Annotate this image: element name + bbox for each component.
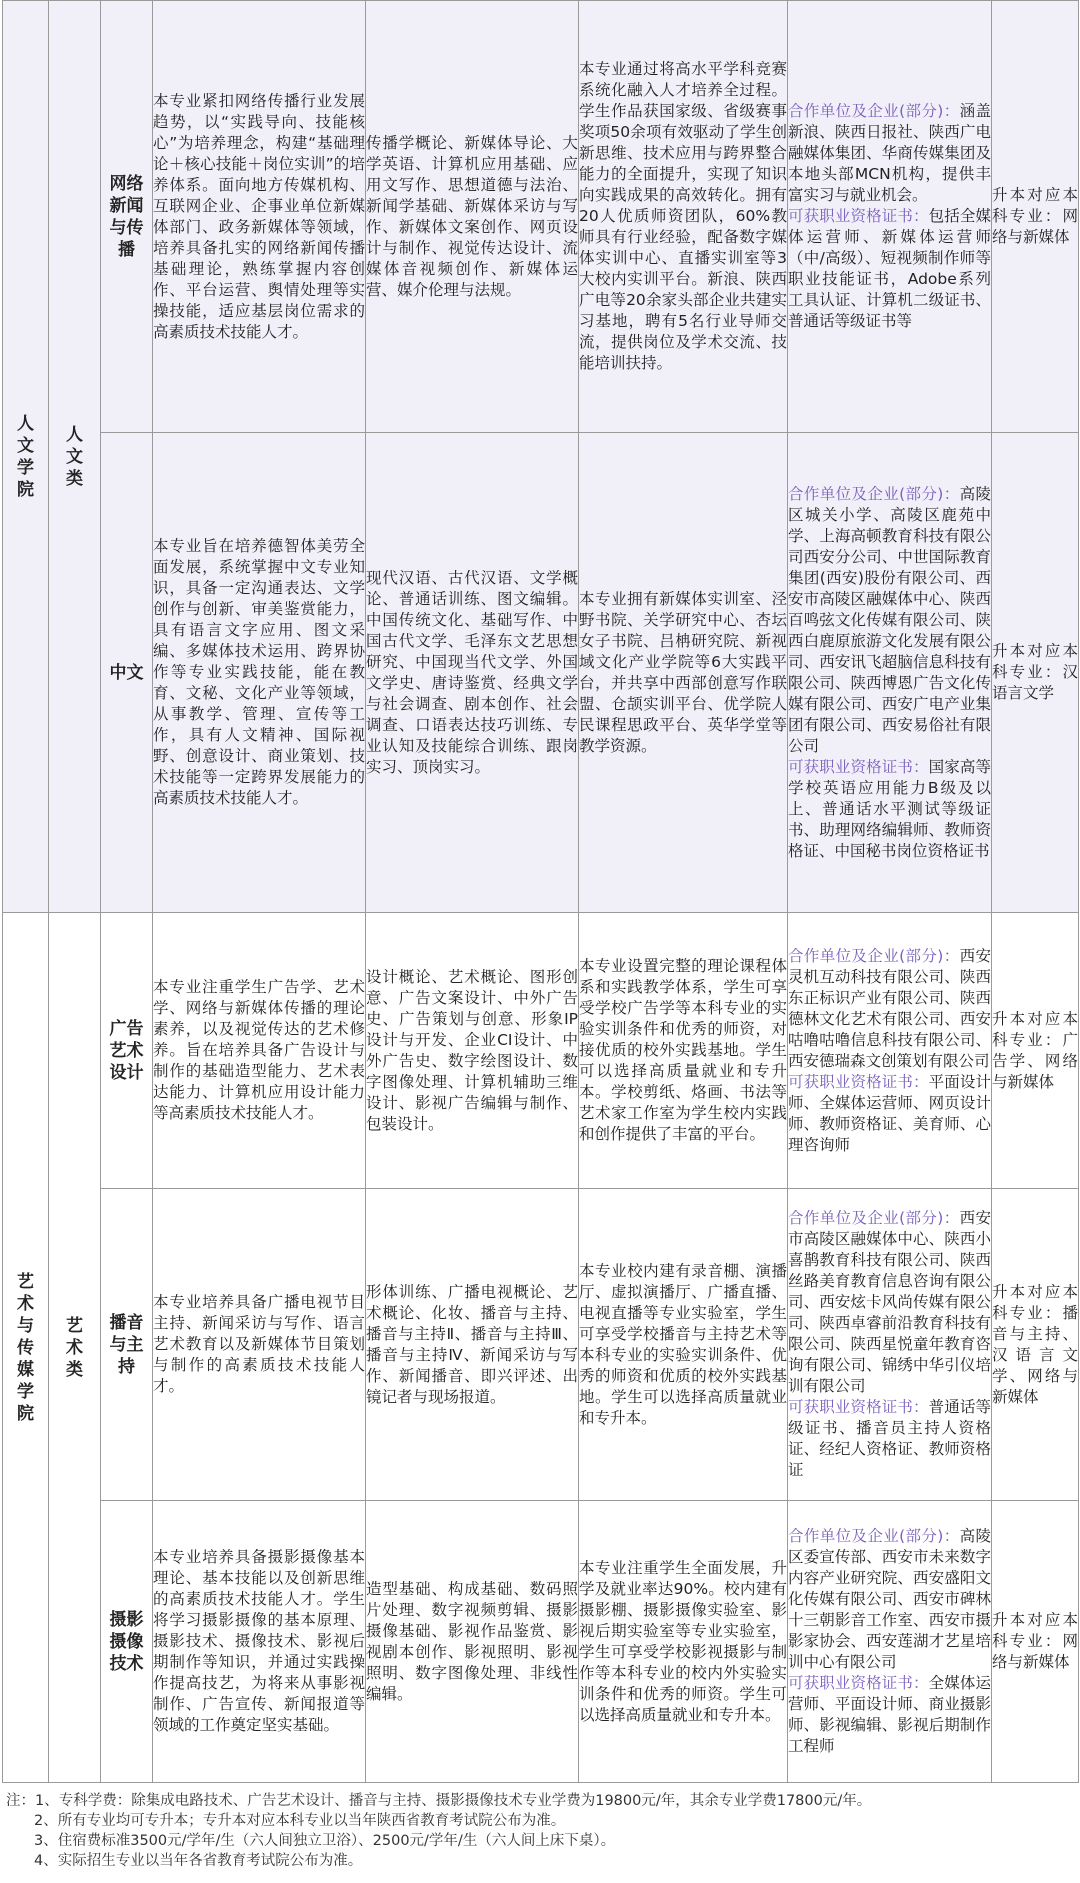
college-cell: 艺术与传媒学院	[3, 913, 49, 1783]
major-name: 网络新闻与传播	[101, 1, 153, 433]
certs-text: 包括全媒体运营师、新媒体运营师（中/高级）、短视频制作师等职业技能证书，Adobe系列工具认证、计算机二级证书、普通话等级证书等	[788, 207, 991, 330]
partners-label: 合作单位及企业(部分)：	[788, 946, 960, 965]
partners-certs	[788, 913, 992, 1189]
table-row	[3, 1501, 1079, 1783]
partners-certs	[788, 1, 992, 433]
partners-text: 西安灵机互动科技有限公司、陕西东正标识产业有限公司、陕西德林文化艺术有限公司、西安咕噜咕噜信息科技有限公司、西安德瑞森文创策划有限公司	[788, 946, 991, 1070]
table-row	[3, 433, 1079, 913]
footnote: 2、所有专业均可专升本；专升本对应本科专业以当年陕西省教育考试院公布为准。	[34, 1813, 566, 1829]
upgrade-major: 升本对应本科专业：汉语言文学	[992, 433, 1079, 913]
certs-text: 国家高等学校英语应用能力B级及以上、普通话水平测试等级证书、助理网络编辑师、教师资格证、中国秘书岗位资格证书	[788, 757, 991, 860]
partners-label: 合作单位及企业(部分)：	[788, 484, 960, 503]
certs-text: 普通话等级证书、播音员主持人资格证、经纪人资格证、教师资格证	[788, 1398, 991, 1479]
training-goal: 本专业注重学生广告学、艺术学、网络与新媒体传播的理论素养，以及视觉传达的艺术修养。旨在培养具备广告设计与制作的基础造型能力、艺术表达能力、计算机应用设计能力等高素质技术技能人才。	[153, 913, 366, 1189]
table-row	[3, 1, 1079, 433]
major-name: 广告艺术设计	[101, 913, 153, 1189]
upgrade-major: 升本对应本科专业：网络与新媒体	[992, 1501, 1079, 1783]
category-cell: 艺术类	[49, 913, 101, 1783]
category-cell: 人文类	[49, 1, 101, 913]
programs-table	[2, 0, 1079, 1783]
core-courses: 现代汉语、古代汉语、文学概论、普通话训练、图文编辑。中国传统文化、基础写作、中国古代文学、毛泽东文艺思想研究、中国现当代文学、外国文学史、唐诗鉴赏、经典文学与社会调查、剧本创作、社会调查、口语表达技巧训练、专业认知及技能综合训练、跟岗实习、顶岗实习。	[366, 433, 579, 913]
partners-text: 涵盖新浪、陕西日报社、陕西广电融媒体集团、华商传媒集团及本地头部MCN机构，提供丰富实习与就业机会。	[788, 102, 991, 204]
training-goal: 本专业培养具备摄影摄像基本理论、基本技能以及创新思维的高素质技术技能人才。学生将学习摄影摄像的基本原理、摄影技术、摄像技术、影视后期制作等知识，并通过实践操作提高技艺，为将来从事影视制作、广告宣传、新闻报道等领域的工作奠定坚实基础。	[153, 1501, 366, 1783]
training-goal: 本专业紧扣网络传播行业发展趋势，以“实践导向、技能核心”为培养理念，构建“基础理论＋核心技能＋岗位实训”的培养体系。面向地方传媒机构、互联网企业、企事业单位新媒体部门、政务新媒体等领域，培养具备扎实的网络新闻传播基础理论，熟练掌握内容创作、平台运营、舆情处理等实操技能，适应基层岗位需求的高素质技术技能人才。	[153, 1, 366, 433]
partners-certs	[788, 1189, 992, 1501]
core-courses: 设计概论、艺术概论、图形创意、广告文案设计、中外广告史、广告策划与创意、形象IP设计与开发、企业CI设计、中外广告史、数字绘图设计、数字图像处理、计算机辅助三维设计、影视广告编辑与制作、包装设计。	[366, 913, 579, 1189]
partners-text: 高陵区城关小学、高陵区鹿苑中学、上海高顿教育科技有限公司西安分公司、中世国际教育集团(西安)股份有限公司、西安市高陵区融媒体中心、陕西百鸣弦文化传媒有限公司、陕西白鹿原旅游文化发展有限公司、西安讯飞超脑信息科技有限公司、陕西博恩广告文化传媒有限公司、西安广电产业集团有限公司、西安易俗社有限公司	[788, 484, 991, 755]
upgrade-major: 升本对应本科专业：广告学、网络与新媒体	[992, 913, 1079, 1189]
footnote: 4、实际招生专业以当年各省教育考试院公布为准。	[34, 1853, 363, 1869]
program-features: 本专业注重学生全面发展，升学及就业率达90%。校内建有摄影棚、摄影摄像实验室、影视后期实验室等专业实验室，学生可享受学校影视摄影与制作等本科专业的校内外实验实训条件和优秀的师资。学生可以选择高质量就业和专升本。	[579, 1501, 788, 1783]
training-goal: 本专业培养具备广播电视节目主持、新闻采访与写作、语言艺术教育以及新媒体节目策划与制作的高素质技术技能人才。	[153, 1189, 366, 1501]
partners-text: 高陵区委宣传部、西安市未来数字内容产业研究院、西安盛阳文化传媒有限公司、西安市碑林十三朝影音工作室、西安市摄影家协会、西安莲湖才艺星培训中心有限公司	[788, 1527, 991, 1671]
certs-text: 平面设计师、全媒体运营师、网页设计师、教师资格证、美育师、心理咨询师	[788, 1072, 991, 1154]
table-row	[3, 913, 1079, 1189]
core-courses: 传播学概论、新媒体导论、大学英语、计算机应用基础、应用文写作、思想道德与法治、新闻学基础、新媒体采访与写作、新媒体文案创作、网页设计与制作、视觉传达设计、流媒体音视频创作、新媒体运营、媒介伦理与法规。	[366, 1, 579, 433]
upgrade-major: 升本对应本科专业：播音与主持、汉语言文学、网络与新媒体	[992, 1189, 1079, 1501]
college-cell: 人文学院	[3, 1, 49, 913]
certs-label: 可获职业资格证书：	[788, 207, 929, 225]
partners-certs	[788, 433, 992, 913]
program-features: 本专业拥有新媒体实训室、泾野书院、关学研究中心、杏坛女子书院、吕柟研究院、新视域文化产业学院等6大实践平台，并共享中西部创意写作联盟、仓颉实训平台、优学院人民课程思政平台、英华学堂等教学资源。	[579, 433, 788, 913]
footnote: 注：1、专科学费：除集成电路技术、广告艺术设计、播音与主持、摄影摄像技术专业学费为19800元/年，其余专业学费17800元/年。	[6, 1793, 872, 1809]
certs-text: 全媒体运营师、平面设计师、商业摄影师、影视编辑、影视后期制作工程师	[788, 1674, 991, 1755]
certs-label: 可获职业资格证书：	[788, 1072, 929, 1091]
program-features: 本专业通过将高水平学科竞赛系统化融入人才培养全过程。学生作品获国家级、省级赛事奖项50余项有效驱动了学生创新思维、技术应用与跨界整合能力的全面提升，实现了知识向实践成果的高效转化。拥有20人优质师资团队，60%教师具有行业经验，配备数字媒体实训中心、直播实训室等3大校内实训平台。新浪、陕西广电等20余家头部企业共建实习基地，聘有5名行业导师交流，提供岗位及学术交流、技能培训扶持。	[579, 1, 788, 433]
footnotes	[6, 1791, 1074, 1871]
major-name: 摄影摄像技术	[101, 1501, 153, 1783]
table-row	[3, 1189, 1079, 1501]
certs-label: 可获职业资格证书：	[788, 1674, 929, 1692]
major-name: 中文	[101, 433, 153, 913]
training-goal: 本专业旨在培养德智体美劳全面发展，系统掌握中文专业知识，具备一定沟通表达、文学创作与创新、审美鉴赏能力，具有语言文字应用、图文采编、多媒体技术运用、跨界协作等专业实践技能，能在教育、文秘、文化产业等领域，从事教学、管理、宣传等工作，具有人文精神、国际视野、创意设计、商业策划、技术技能等一定跨界发展能力的高素质技术技能人才。	[153, 433, 366, 913]
partners-label: 合作单位及企业(部分)：	[788, 1527, 960, 1545]
partners-text: 西安市高陵区融媒体中心、陕西小喜鹊教育科技有限公司、陕西丝路美育教育信息咨询有限公司、西安炫卡风尚传媒有限公司、陕西卓睿前沿教育科技有限公司、陕西星悦童年教育咨询有限公司、锦绣中华引仪培训有限公司	[788, 1209, 991, 1395]
core-courses: 造型基础、构成基础、数码照片处理、数字视频剪辑、摄影摄像基础、影视作品鉴赏、影视剧本创作、影视照明、影视照明、数字图像处理、非线性编辑。	[366, 1501, 579, 1783]
certs-label: 可获职业资格证书：	[788, 1398, 929, 1416]
partners-label: 合作单位及企业(部分)：	[788, 1209, 960, 1227]
footnote: 3、住宿费标准3500元/学年/生（六人间独立卫浴）、2500元/学年/生（六人间上床下桌）。	[34, 1833, 616, 1849]
upgrade-major: 升本对应本科专业：网络与新媒体	[992, 1, 1079, 433]
program-features: 本专业设置完整的理论课程体系和实践教学体系，学生可享受学校广告学等本科专业的实验实训条件和优秀的师资，对接优质的校外实践基地。学生可以选择高质量就业和专升本。学校剪纸、烙画、书法等艺术家工作室为学生校内实践和创作提供了丰富的平台。	[579, 913, 788, 1189]
partners-certs	[788, 1501, 992, 1783]
core-courses: 形体训练、广播电视概论、艺术概论、化妆、播音与主持、播音与主持Ⅱ、播音与主持Ⅲ、播音与主持Ⅳ、新闻采访与写作、新闻播音、即兴评述、出镜记者与现场报道。	[366, 1189, 579, 1501]
program-features: 本专业校内建有录音棚、演播厅、虚拟演播厅、广播直播、电视直播等专业实验室，学生可享受学校播音与主持艺术等本科专业的实验实训条件、优秀的师资和优质的校外实践基地。学生可以选择高质量就业和专升本。	[579, 1189, 788, 1501]
partners-label: 合作单位及企业(部分)：	[788, 102, 960, 120]
certs-label: 可获职业资格证书：	[788, 757, 929, 776]
major-name: 播音与主持	[101, 1189, 153, 1501]
